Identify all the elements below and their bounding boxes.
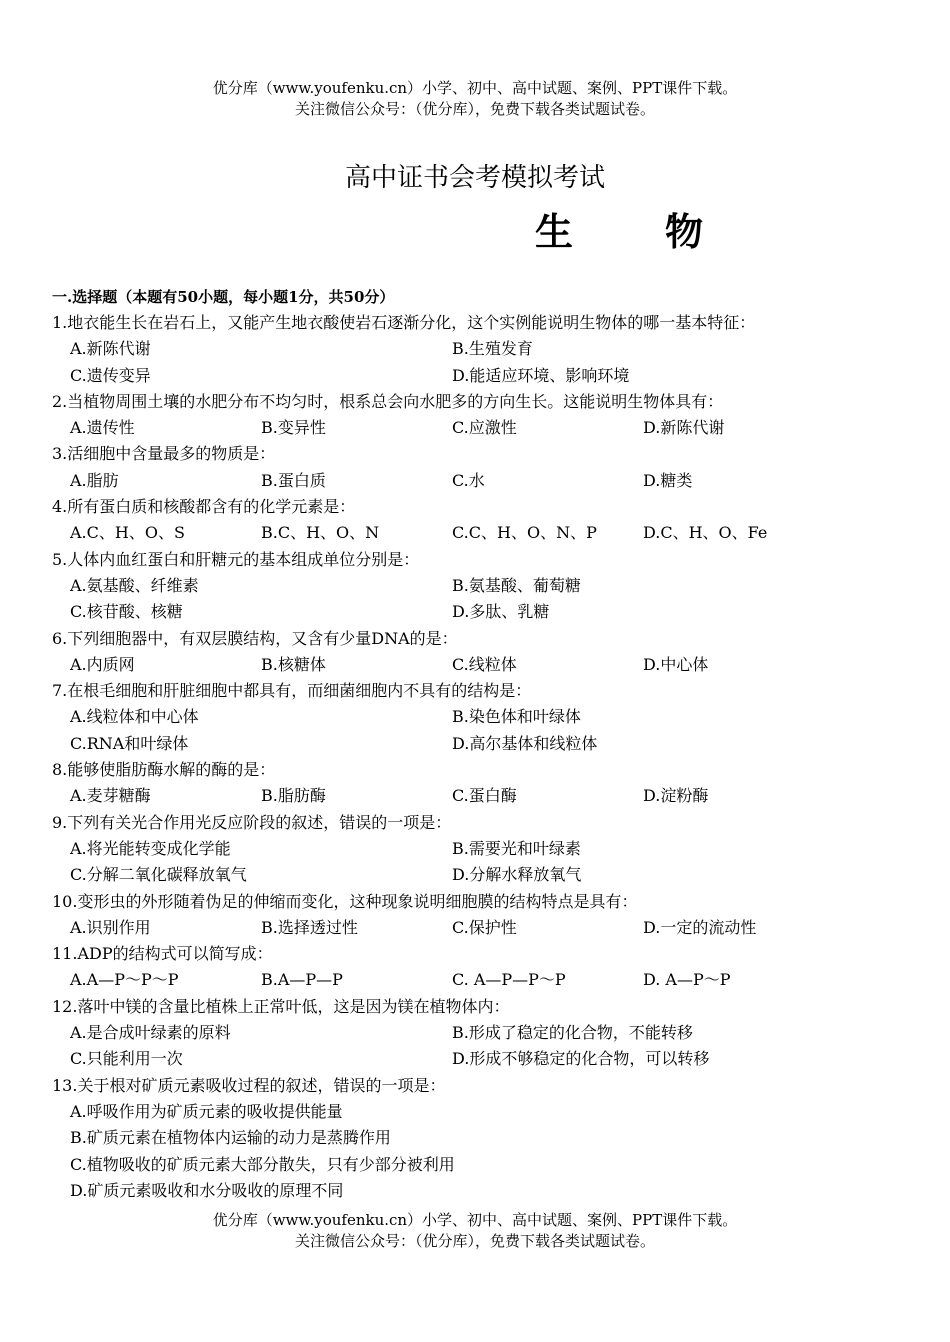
option: C.水 xyxy=(452,470,485,490)
option: A.新陈代谢 xyxy=(70,339,151,359)
option: C.应激性 xyxy=(452,418,517,438)
question-stem: 2.当植物周围土壤的水肥分布不均匀时，根系总会向水肥多的方向生长。这能说明生物体具有： xyxy=(52,391,724,411)
option: D. A—P～P xyxy=(643,970,731,990)
option: A.麦芽糖酶 xyxy=(70,786,151,806)
question-stem: 6.下列细胞器中，有双层膜结构，又含有少量DNA的是： xyxy=(52,628,458,648)
option-row xyxy=(52,967,932,993)
option: D.糖类 xyxy=(643,470,693,490)
exam-title: 高中证书会考模拟考试 xyxy=(344,163,605,193)
option-row xyxy=(52,336,932,362)
option-row xyxy=(52,599,932,625)
option: C.RNA和叶绿体 xyxy=(70,733,189,753)
option: C.核苷酸、核糖 xyxy=(70,602,183,622)
option: D.分解水释放氧气 xyxy=(452,865,582,885)
option: B.需要光和叶绿素 xyxy=(452,838,581,858)
option: B.变异性 xyxy=(261,418,326,438)
option-row xyxy=(52,836,932,862)
option: C.C、H、O、N、P xyxy=(452,523,597,543)
question-stem: 9.下列有关光合作用光反应阶段的叙述，错误的一项是： xyxy=(52,812,452,832)
option: B.C、H、O、N xyxy=(261,523,380,543)
option: C.遗传变异 xyxy=(70,365,151,385)
option-row xyxy=(52,1046,932,1072)
option: B.矿质元素在植物体内运输的动力是蒸腾作用 xyxy=(70,1128,391,1148)
option: B.核糖体 xyxy=(261,654,326,674)
subject-char-1: 生 xyxy=(535,210,574,254)
option: D.矿质元素吸收和水分吸收的原理不同 xyxy=(70,1180,344,1200)
question-stem: 11.ADP的结构式可以简写成： xyxy=(52,944,273,964)
option: C.分解二氧化碳释放氧气 xyxy=(70,865,247,885)
option: A.遗传性 xyxy=(70,418,135,438)
option: B.脂肪酶 xyxy=(261,786,326,806)
page-footer xyxy=(0,1210,950,1252)
header-line-1: 优分库（www.youfenku.cn）小学、初中、高中试题、案例、PPT课件下载。 xyxy=(212,79,738,97)
option: B.染色体和叶绿体 xyxy=(452,707,581,727)
page-header xyxy=(0,78,950,120)
option: C.蛋白酶 xyxy=(452,786,517,806)
option: D.多肽、乳糖 xyxy=(452,602,550,622)
option: A.将光能转变成化学能 xyxy=(70,838,231,858)
option: A.是合成叶绿素的原料 xyxy=(70,1023,231,1043)
option-row xyxy=(52,731,932,757)
option: A.呼吸作用为矿质元素的吸收提供能量 xyxy=(70,1101,343,1121)
option: D.C、H、O、Fe xyxy=(643,523,768,543)
footer-line-2: 关注微信公众号：（优分库），免费下载各类试题试卷。 xyxy=(294,1232,655,1250)
question-list xyxy=(52,310,932,1204)
question-stem: 1.地衣能生长在岩石上，又能产生地衣酸使岩石逐渐分化，这个实例能说明生物体的哪一基本特征： xyxy=(52,313,756,332)
option: B.形成了稳定的化合物，不能转移 xyxy=(452,1023,693,1043)
option: A.脂肪 xyxy=(70,470,119,490)
option: A.识别作用 xyxy=(70,917,151,937)
question-stem: 12.落叶中镁的含量比植株上正常叶低，这是因为镁在植物体内： xyxy=(52,996,510,1016)
option-row xyxy=(52,704,932,730)
option: C.只能利用一次 xyxy=(70,1049,183,1069)
option-row xyxy=(52,862,932,888)
option: D.中心体 xyxy=(643,654,709,674)
question-stem: 13.关于根对矿质元素吸收过程的叙述，错误的一项是： xyxy=(52,1075,446,1095)
option: A.C、H、O、S xyxy=(70,523,185,543)
option-row xyxy=(52,1099,932,1125)
option: B.蛋白质 xyxy=(261,470,326,490)
option: C.植物吸收的矿质元素大部分散失，只有少部分被利用 xyxy=(70,1154,455,1174)
option-row xyxy=(52,1125,932,1151)
option: A.线粒体和中心体 xyxy=(70,707,199,727)
option-row xyxy=(52,363,932,389)
option-row xyxy=(52,1178,932,1204)
option: D.能适应环境、影响环境 xyxy=(452,365,630,385)
option: C. A—P—P～P xyxy=(452,970,566,990)
question-stem: 8.能够使脂肪酶水解的酶的是： xyxy=(52,760,276,780)
question-stem: 7.在根毛细胞和肝脏细胞中都具有，而细菌细胞内不具有的结构是： xyxy=(52,681,532,701)
footer-line-1: 优分库（www.youfenku.cn）小学、初中、高中试题、案例、PPT课件下载。 xyxy=(212,1211,738,1229)
option: B.生殖发育 xyxy=(452,339,533,359)
subject-char-2: 物 xyxy=(665,210,704,254)
option: C.保护性 xyxy=(452,917,517,937)
question-stem: 5.人体内血红蛋白和肝糖元的基本组成单位分别是： xyxy=(52,549,420,569)
option: A.内质网 xyxy=(70,654,135,674)
option: D.新陈代谢 xyxy=(643,418,725,438)
option-row xyxy=(52,573,932,599)
option: D.高尔基体和线粒体 xyxy=(452,733,598,753)
option-row xyxy=(52,915,932,941)
question-stem: 4.所有蛋白质和核酸都含有的化学元素是： xyxy=(52,497,356,517)
option: A.A—P～P～P xyxy=(70,970,179,990)
option-row xyxy=(52,415,932,441)
option: D.形成不够稳定的化合物，可以转移 xyxy=(452,1049,710,1069)
option-row xyxy=(52,652,932,678)
option-row xyxy=(52,468,932,494)
section-heading: 一.选择题（本题有50小题，每小题1分，共50分） xyxy=(52,288,395,306)
question-stem: 10.变形虫的外形随着伪足的伸缩而变化，这种现象说明细胞膜的结构特点是具有： xyxy=(52,891,638,911)
option-row xyxy=(52,1152,932,1178)
option: B.选择透过性 xyxy=(261,917,358,937)
header-line-2: 关注微信公众号：（优分库），免费下载各类试题试卷。 xyxy=(294,100,655,118)
option: C.线粒体 xyxy=(452,654,517,674)
option-row xyxy=(52,1020,932,1046)
option: A.氨基酸、纤维素 xyxy=(70,575,199,595)
option: D.淀粉酶 xyxy=(643,786,709,806)
question-stem: 3.活细胞中含量最多的物质是： xyxy=(52,444,276,464)
subject-heading xyxy=(535,204,704,260)
option: B.A—P—P xyxy=(261,970,343,990)
option: B.氨基酸、葡萄糖 xyxy=(452,575,581,595)
option: D.一定的流动性 xyxy=(643,917,757,937)
option-row xyxy=(52,520,932,546)
option-row xyxy=(52,783,932,809)
